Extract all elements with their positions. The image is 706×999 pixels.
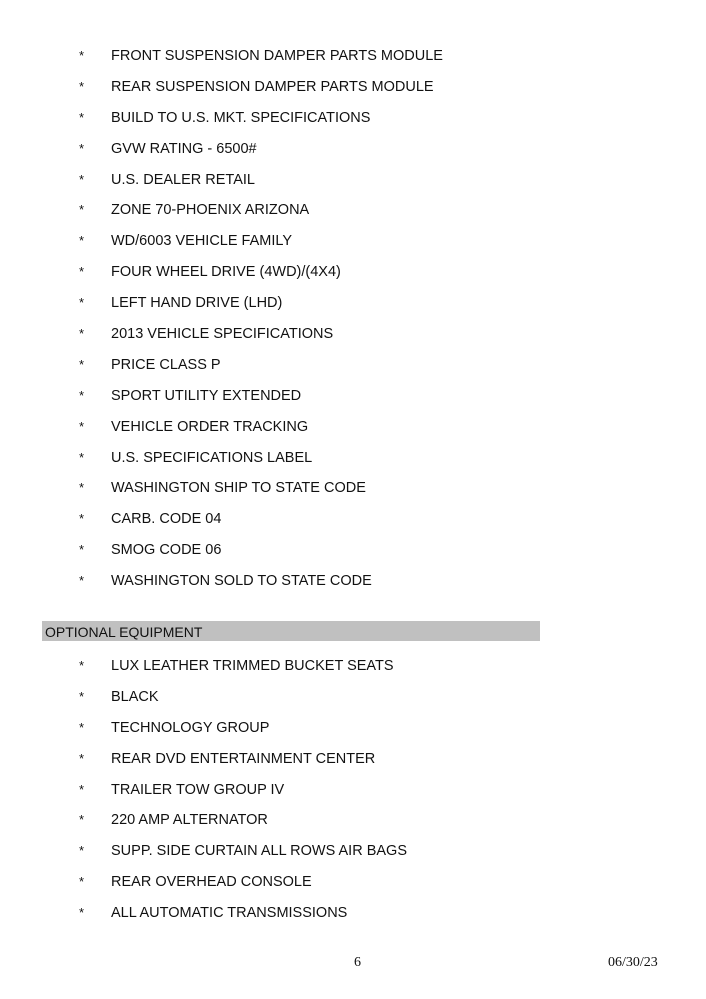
list-item bbox=[0, 871, 706, 902]
list-item bbox=[0, 902, 706, 933]
bullet-marker: * bbox=[79, 688, 85, 704]
bullet-marker: * bbox=[79, 202, 85, 218]
bullet-marker: * bbox=[79, 750, 85, 766]
list-item-text: BLACK bbox=[111, 688, 159, 705]
bullet-marker: * bbox=[79, 356, 85, 372]
list-item bbox=[0, 354, 706, 385]
bullet-marker: * bbox=[79, 658, 85, 673]
list-item-text: REAR DVD ENTERTAINMENT CENTER bbox=[111, 750, 376, 767]
bullet-marker: * bbox=[79, 264, 85, 280]
bullet-marker: * bbox=[79, 905, 85, 921]
standard-equipment-list bbox=[0, 45, 706, 601]
bullet-marker: * bbox=[79, 480, 85, 496]
bullet-marker: * bbox=[79, 812, 85, 828]
list-item-text: PRICE CLASS P bbox=[111, 356, 221, 373]
page-number: 6 bbox=[354, 955, 361, 970]
list-item bbox=[0, 169, 706, 200]
list-item bbox=[0, 230, 706, 261]
list-item bbox=[0, 840, 706, 871]
list-item-text: REAR SUSPENSION DAMPER PARTS MODULE bbox=[111, 78, 434, 95]
list-item-text: ZONE 70-PHOENIX ARIZONA bbox=[111, 202, 310, 219]
optional-equipment-list bbox=[0, 655, 706, 933]
list-item bbox=[0, 655, 706, 686]
list-item-text: BUILD TO U.S. MKT. SPECIFICATIONS bbox=[111, 109, 371, 126]
bullet-marker: * bbox=[79, 78, 85, 94]
list-item bbox=[0, 138, 706, 169]
list-item-text: ALL AUTOMATIC TRANSMISSIONS bbox=[111, 905, 348, 922]
list-item bbox=[0, 570, 706, 601]
list-item bbox=[0, 477, 706, 508]
list-item-text: 2013 VEHICLE SPECIFICATIONS bbox=[111, 326, 334, 343]
list-item bbox=[0, 292, 706, 323]
section-header-optional-equipment: OPTIONAL EQUIPMENT bbox=[42, 621, 540, 641]
list-item bbox=[0, 385, 706, 416]
list-item-text: SMOG CODE 06 bbox=[111, 542, 222, 559]
bullet-marker: * bbox=[79, 233, 85, 249]
list-item-text: SUPP. SIDE CURTAIN ALL ROWS AIR BAGS bbox=[111, 843, 407, 860]
list-item-text: 220 AMP ALTERNATOR bbox=[111, 812, 268, 829]
list-item bbox=[0, 717, 706, 748]
list-item bbox=[0, 686, 706, 717]
list-item-text: WD/6003 VEHICLE FAMILY bbox=[111, 233, 293, 250]
list-item-text: VEHICLE ORDER TRACKING bbox=[111, 418, 309, 435]
list-item bbox=[0, 508, 706, 539]
list-item-text: U.S. SPECIFICATIONS LABEL bbox=[111, 449, 313, 466]
list-item-text: GVW RATING - 6500# bbox=[111, 140, 257, 157]
bullet-marker: * bbox=[79, 140, 85, 156]
list-item bbox=[0, 199, 706, 230]
list-item-text: REAR OVERHEAD CONSOLE bbox=[111, 874, 312, 891]
bullet-marker: * bbox=[79, 418, 85, 434]
list-item-text: FOUR WHEEL DRIVE (4WD)/(4X4) bbox=[111, 264, 341, 281]
bullet-marker: * bbox=[79, 573, 85, 589]
bullet-marker: * bbox=[79, 48, 85, 63]
list-item-text: U.S. DEALER RETAIL bbox=[111, 171, 255, 188]
page-date: 06/30/23 bbox=[608, 955, 658, 970]
list-item-text: TRAILER TOW GROUP IV bbox=[111, 781, 285, 798]
bullet-marker: * bbox=[79, 874, 85, 890]
bullet-marker: * bbox=[79, 719, 85, 735]
list-item bbox=[0, 748, 706, 779]
list-item bbox=[0, 779, 706, 810]
bullet-marker: * bbox=[79, 387, 85, 403]
list-item bbox=[0, 447, 706, 478]
list-item-text: LUX LEATHER TRIMMED BUCKET SEATS bbox=[111, 658, 394, 674]
list-item-text: FRONT SUSPENSION DAMPER PARTS MODULE bbox=[111, 48, 443, 64]
list-item bbox=[0, 323, 706, 354]
bullet-marker: * bbox=[79, 171, 85, 187]
list-item-text: CARB. CODE 04 bbox=[111, 511, 222, 528]
bullet-marker: * bbox=[79, 449, 85, 465]
bullet-marker: * bbox=[79, 843, 85, 859]
list-item bbox=[0, 45, 706, 76]
list-item-text: LEFT HAND DRIVE (LHD) bbox=[111, 295, 283, 312]
bullet-marker: * bbox=[79, 326, 85, 342]
list-item-text: WASHINGTON SHIP TO STATE CODE bbox=[111, 480, 366, 497]
bullet-marker: * bbox=[79, 109, 85, 125]
list-item bbox=[0, 416, 706, 447]
bullet-marker: * bbox=[79, 781, 85, 797]
bullet-marker: * bbox=[79, 511, 85, 527]
list-item bbox=[0, 261, 706, 292]
list-item bbox=[0, 539, 706, 570]
list-item-text: SPORT UTILITY EXTENDED bbox=[111, 387, 302, 404]
list-item bbox=[0, 107, 706, 138]
bullet-marker: * bbox=[79, 295, 85, 311]
list-item-text: TECHNOLOGY GROUP bbox=[111, 719, 270, 736]
bullet-marker: * bbox=[79, 542, 85, 558]
list-item bbox=[0, 809, 706, 840]
list-item-text: WASHINGTON SOLD TO STATE CODE bbox=[111, 573, 372, 590]
list-item bbox=[0, 76, 706, 107]
